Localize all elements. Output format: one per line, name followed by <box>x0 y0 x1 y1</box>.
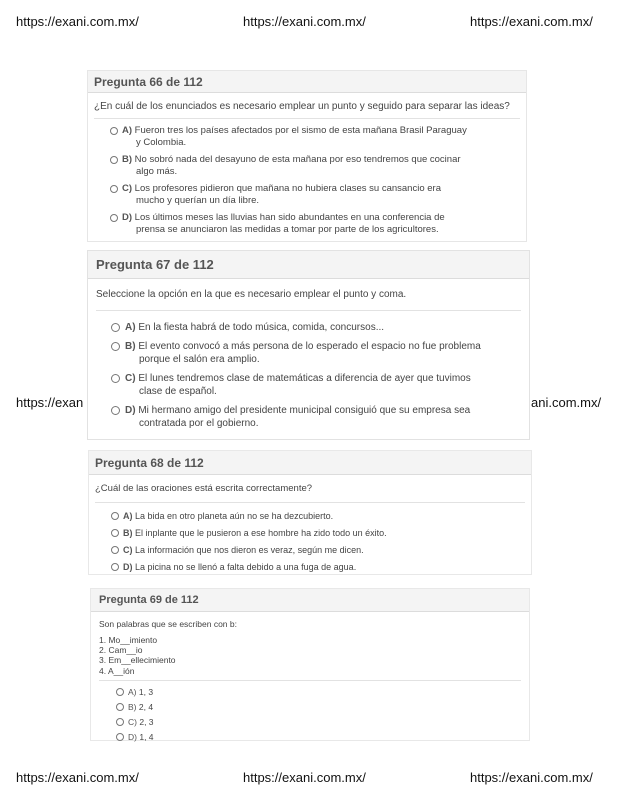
word-list <box>91 633 529 680</box>
watermark-top-left: https://exani.com.mx/ <box>16 14 139 29</box>
option-text: Mi hermano amigo del presidente municipal consiguió que su empresa sea <box>138 405 471 416</box>
option-letter: A) <box>123 511 133 521</box>
option-a[interactable] <box>116 687 529 697</box>
radio-button-icon[interactable] <box>111 546 119 554</box>
option-b[interactable] <box>116 702 529 712</box>
radio-button-icon[interactable] <box>116 718 124 726</box>
radio-button-icon[interactable] <box>111 512 119 520</box>
option-letter: D) <box>125 405 136 416</box>
option-text: La información que nos dieron es veraz, según me dicen. <box>135 545 364 555</box>
option-letter: B) <box>125 341 136 352</box>
option-text: No sobró nada del desayuno de esta mañana por eso tendremos que cocinar <box>134 154 461 165</box>
radio-button-icon[interactable] <box>111 529 119 537</box>
option-text: Fueron tres los países afectados por el sismo de esta mañana Brasil Paraguay <box>134 125 467 136</box>
option-text: El evento convocó a más persona de lo esperado el espacio no fue problema <box>138 341 481 352</box>
option-letter: B) <box>128 701 137 712</box>
question-prompt: ¿Cuál de las oraciones está escrita correctamente? <box>95 483 313 494</box>
option-letter: D) <box>123 562 133 572</box>
option-text-continued: prensa se anunciaron las medidas a tomar por parte de los agricultores. <box>136 224 439 235</box>
watermark-bottom-right: https://exani.com.mx/ <box>470 770 593 785</box>
word-item: 4. A__ión <box>99 665 135 676</box>
option-c[interactable] <box>111 545 531 556</box>
option-a[interactable] <box>111 321 529 334</box>
question-card-66 <box>87 70 527 242</box>
option-c[interactable] <box>110 183 526 207</box>
radio-button-icon[interactable] <box>111 323 120 332</box>
option-text: 2, 3 <box>139 716 154 727</box>
watermark-bottom-left: https://exani.com.mx/ <box>16 770 139 785</box>
option-text: 1, 4 <box>139 731 154 742</box>
radio-button-icon[interactable] <box>111 563 119 571</box>
option-c[interactable] <box>111 372 529 398</box>
option-text: 2, 4 <box>138 701 154 712</box>
option-text: Los últimos meses las lluvias han sido abundantes en una conferencia de <box>134 212 445 223</box>
radio-button-icon[interactable] <box>110 185 118 193</box>
radio-button-icon[interactable] <box>110 127 118 135</box>
radio-button-icon[interactable] <box>116 733 124 741</box>
option-letter: C) <box>125 373 136 384</box>
option-b[interactable] <box>111 528 531 539</box>
option-text: La bida en otro planeta aún no se ha dezcubierto. <box>135 511 334 521</box>
question-title: Pregunta 67 de 112 <box>88 251 529 279</box>
radio-button-icon[interactable] <box>111 406 120 415</box>
question-title: Pregunta 69 de 112 <box>91 589 529 612</box>
word-item: 1. Mo__imiento <box>99 635 158 645</box>
option-a[interactable] <box>110 125 526 149</box>
option-text: En la fiesta habrá de todo música, comida, concursos... <box>138 322 385 333</box>
option-text: Los profesores pidieron que mañana no hubiera clases su cansancio era <box>134 183 441 194</box>
option-d[interactable] <box>111 404 529 430</box>
question-card-68 <box>88 450 532 575</box>
option-letter: D) <box>128 731 137 742</box>
option-letter: C) <box>122 183 133 194</box>
option-letter: D) <box>122 212 133 223</box>
option-text: 1, 3 <box>138 686 154 697</box>
question-title: Pregunta 66 de 112 <box>88 71 526 93</box>
question-title: Pregunta 68 de 112 <box>89 451 531 475</box>
radio-button-icon[interactable] <box>110 214 118 222</box>
option-d[interactable] <box>116 732 529 742</box>
option-text: El lunes tendremos clase de matemáticas a diferencia de ayer que tuvimos <box>138 373 471 384</box>
option-a[interactable] <box>111 511 531 522</box>
radio-button-icon[interactable] <box>111 342 120 351</box>
option-c[interactable] <box>116 717 529 727</box>
radio-button-icon[interactable] <box>116 703 124 711</box>
radio-button-icon[interactable] <box>111 374 120 383</box>
watermark-mid-left: https://exan <box>16 395 84 410</box>
word-item: 2. Cam__io <box>99 645 143 656</box>
option-text-continued: y Colombia. <box>136 137 187 148</box>
question-card-69 <box>90 588 530 741</box>
option-b[interactable] <box>111 340 529 366</box>
option-letter: A) <box>125 322 136 333</box>
option-letter: C) <box>123 545 133 555</box>
word-item: 3. Em__ellecimiento <box>99 655 176 666</box>
watermark-bottom-center: https://exani.com.mx/ <box>243 770 366 785</box>
radio-button-icon[interactable] <box>110 156 118 164</box>
option-text: El inplante que le pusieron a ese hombre ha zido todo un éxito. <box>135 528 387 538</box>
option-letter: B) <box>122 154 133 165</box>
question-prompt: ¿En cuál de los enunciados es necesario emplear un punto y seguido para separar las ideas? <box>94 101 510 112</box>
watermark-top-center: https://exani.com.mx/ <box>243 14 366 29</box>
option-b[interactable] <box>110 154 526 178</box>
option-text: La picina no se llenó a falta debido a una fuga de agua. <box>135 562 357 572</box>
option-text-continued: clase de español. <box>139 386 217 397</box>
option-letter: A) <box>128 686 137 697</box>
option-text-continued: contratada por el gobierno. <box>139 418 259 429</box>
question-card-67 <box>87 250 530 440</box>
option-letter: A) <box>122 125 133 136</box>
option-d[interactable] <box>111 562 531 573</box>
option-letter: B) <box>123 528 133 538</box>
question-prompt: Seleccione la opción en la que es necesario emplear el punto y coma. <box>96 289 407 300</box>
question-prompt: Son palabras que se escriben con b: <box>99 619 237 629</box>
watermark-top-right: https://exani.com.mx/ <box>470 14 593 29</box>
option-text-continued: mucho y querían un día libre. <box>136 195 260 206</box>
watermark-mid-right: ani.com.mx/ <box>531 395 602 410</box>
option-text-continued: algo más. <box>136 166 178 177</box>
radio-button-icon[interactable] <box>116 688 124 696</box>
option-text-continued: porque el salón era amplio. <box>139 354 260 365</box>
option-d[interactable] <box>110 212 526 236</box>
option-letter: C) <box>128 716 137 727</box>
